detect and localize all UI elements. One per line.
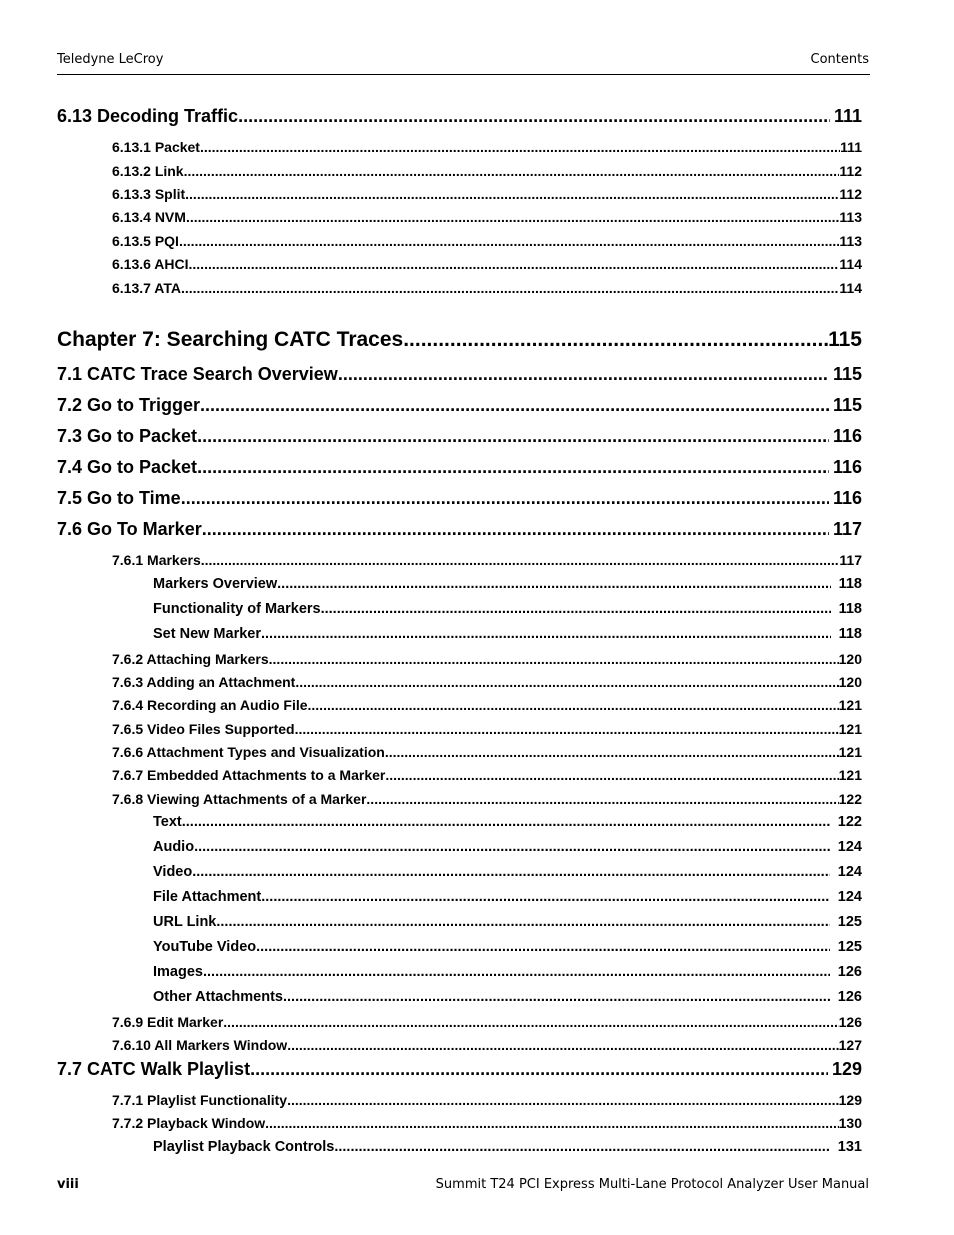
toc-entry-label: 7.2 Go to Trigger	[57, 395, 201, 415]
dot-leader	[223, 1014, 838, 1030]
toc-entry-label: Functionality of Markers	[153, 601, 321, 617]
toc-entry[interactable]	[153, 576, 862, 592]
toc-entry-page: 115	[832, 364, 862, 384]
toc-entry-label: 7.5 Go to Time	[57, 488, 181, 508]
dot-leader	[250, 1059, 828, 1080]
dot-leader	[403, 328, 828, 352]
toc-entry[interactable]	[153, 889, 862, 905]
dot-leader	[265, 1115, 838, 1131]
toc-entry-label: 7.7 CATC Walk Playlist	[57, 1059, 251, 1079]
toc-entry-label: Other Attachments	[153, 989, 283, 1005]
toc-entry[interactable]	[112, 651, 862, 667]
toc-entry-label: Markers Overview	[153, 576, 278, 592]
toc-entry-label: 7.6 Go To Marker	[57, 519, 202, 539]
dot-leader	[308, 697, 839, 713]
toc-entry[interactable]	[112, 744, 862, 760]
dot-leader	[238, 106, 830, 127]
dot-leader	[186, 209, 839, 225]
dot-leader	[334, 1139, 829, 1155]
dot-leader	[261, 626, 831, 642]
toc-entry-label: Playlist Playback Controls	[153, 1139, 335, 1155]
toc-entry-page: 117	[839, 552, 862, 568]
toc-entry-label: 7.6.3 Adding an Attachment	[112, 674, 296, 690]
toc-entry-page: 116	[832, 426, 862, 446]
dot-leader	[385, 767, 838, 783]
toc-entry[interactable]	[153, 964, 862, 980]
dot-leader	[283, 989, 830, 1005]
dot-leader	[200, 139, 840, 155]
page-number: viii	[57, 1177, 79, 1192]
toc-entry[interactable]	[57, 426, 862, 447]
toc-entry[interactable]	[153, 814, 862, 830]
toc-entry-label: 7.3 Go to Packet	[57, 426, 198, 446]
toc-entry-page: 121	[838, 744, 862, 760]
toc-entry-label: Video	[153, 864, 193, 880]
dot-leader	[184, 163, 840, 179]
toc-entry-label: 6.13.2 Link	[112, 163, 184, 179]
toc-entry[interactable]	[112, 674, 862, 690]
toc-entry-page: 121	[838, 721, 862, 737]
toc-entry-page: 115	[828, 328, 862, 351]
toc-entry[interactable]	[57, 364, 862, 385]
toc-entry[interactable]	[57, 488, 862, 509]
dot-leader	[295, 674, 838, 690]
toc-entry[interactable]	[112, 1115, 862, 1131]
dot-leader	[181, 488, 829, 509]
dot-leader	[197, 426, 829, 447]
dot-leader	[200, 395, 829, 416]
toc-entry[interactable]	[112, 1037, 862, 1053]
dot-leader	[197, 457, 829, 478]
toc-entry-label: 6.13.6 AHCI	[112, 256, 189, 272]
toc-entry-page: 111	[833, 106, 862, 126]
toc-entry-page: 118	[838, 601, 862, 617]
toc-entry[interactable]	[112, 186, 862, 202]
toc-entry-label: 7.6.4 Recording an Audio File	[112, 697, 308, 713]
dot-leader	[261, 889, 830, 905]
dot-leader	[277, 576, 830, 592]
toc-entry-page: 118	[838, 576, 862, 592]
toc-entry-label: 6.13.1 Packet	[112, 139, 200, 155]
toc-entry[interactable]	[112, 552, 862, 568]
running-footer-title: Summit T24 PCI Express Multi-Lane Protocol Analyzer User Manual	[435, 1177, 869, 1192]
toc-entry-label: Text	[153, 814, 182, 830]
toc-entry-label: File Attachment	[153, 889, 262, 905]
toc-entry[interactable]	[112, 280, 862, 296]
toc-entry[interactable]	[57, 457, 862, 478]
toc-entry-page: 114	[839, 280, 862, 296]
toc-entry[interactable]	[112, 163, 862, 179]
toc-entry-label: 7.6.8 Viewing Attachments of a Marker	[112, 791, 367, 807]
toc-entry-label: 7.6.2 Attaching Markers	[112, 651, 269, 667]
dot-leader	[181, 280, 839, 296]
toc-entry-page: 126	[837, 989, 862, 1005]
toc-entry-label: 7.6.5 Video Files Supported	[112, 721, 295, 737]
dot-leader	[194, 839, 830, 855]
toc-entry-label: Audio	[153, 839, 195, 855]
toc-entry-page: 120	[838, 674, 862, 690]
toc-entry[interactable]	[112, 1014, 862, 1030]
toc-entry-label: 6.13.7 ATA	[112, 280, 181, 296]
toc-entry-page: 116	[832, 488, 862, 508]
toc-entry[interactable]	[153, 989, 862, 1005]
toc-entry-page: 120	[838, 651, 862, 667]
dot-leader	[189, 256, 840, 272]
dot-leader	[192, 864, 830, 880]
toc-chapter-entry[interactable]	[57, 328, 862, 352]
toc-entry[interactable]	[153, 1139, 862, 1155]
toc-entry-page: 112	[839, 186, 862, 202]
dot-leader	[366, 791, 838, 807]
running-header-right: Contents	[810, 52, 869, 67]
toc-entry[interactable]	[112, 721, 862, 737]
dot-leader	[179, 233, 839, 249]
dot-leader	[201, 552, 840, 568]
toc-entry-page: 115	[832, 395, 862, 415]
toc-entry-label: Images	[153, 964, 203, 980]
toc-entry-label: 6.13.3 Split	[112, 186, 186, 202]
toc-entry-page: 113	[839, 233, 862, 249]
toc-entry-page: 125	[837, 914, 862, 930]
dot-leader	[182, 814, 830, 830]
toc-entry[interactable]	[153, 626, 862, 642]
toc-entry-label: URL Link	[153, 914, 217, 930]
toc-entry[interactable]	[112, 767, 862, 783]
toc-entry-label: 6.13.5 PQI	[112, 233, 179, 249]
dot-leader	[256, 939, 830, 955]
toc-entry-label: 6.13 Decoding Traffic	[57, 106, 239, 126]
toc-entry-page: 129	[838, 1092, 862, 1108]
toc-entry-page: 122	[837, 814, 862, 830]
toc-entry-page: 124	[837, 839, 862, 855]
toc-entry-page: 127	[838, 1037, 862, 1053]
toc-entry-label: Set New Marker	[153, 626, 261, 642]
toc-entry-page: 114	[839, 256, 862, 272]
toc-entry-page: 118	[838, 626, 862, 642]
dot-leader	[185, 186, 839, 202]
toc-entry[interactable]	[57, 106, 862, 127]
toc-entry[interactable]	[153, 864, 862, 880]
toc-entry-page: 131	[837, 1139, 862, 1155]
dot-leader	[216, 914, 829, 930]
toc-entry-label: 7.6.1 Markers	[112, 552, 201, 568]
toc-entry-page: 122	[838, 791, 862, 807]
header-rule	[57, 74, 870, 75]
dot-leader	[203, 964, 830, 980]
toc-entry[interactable]	[112, 697, 862, 713]
toc-entry-page: 111	[840, 139, 862, 155]
toc-entry-page: 116	[832, 457, 862, 477]
running-header-left: Teledyne LeCroy	[57, 52, 164, 67]
toc-entry[interactable]	[57, 1059, 862, 1080]
toc-entry[interactable]	[112, 139, 862, 155]
toc-entry[interactable]	[112, 256, 862, 272]
toc-entry-label: 7.6.10 All Markers Window	[112, 1037, 288, 1053]
toc-entry-page: 121	[838, 767, 862, 783]
toc-entry[interactable]	[153, 914, 862, 930]
toc-entry[interactable]	[112, 1092, 862, 1108]
toc-entry-label: 7.6.6 Attachment Types and Visualization	[112, 744, 385, 760]
toc-entry-page: 126	[838, 1014, 862, 1030]
toc-entry-label: 7.7.2 Playback Window	[112, 1115, 266, 1131]
toc-entry-label: 7.6.7 Embedded Attachments to a Marker	[112, 767, 386, 783]
toc-entry-page: 126	[837, 964, 862, 980]
toc-entry-label: 6.13.4 NVM	[112, 209, 186, 225]
toc-entry-page: 112	[839, 163, 862, 179]
dot-leader	[338, 364, 829, 385]
toc-entry-label: 7.4 Go to Packet	[57, 457, 198, 477]
dot-leader	[202, 519, 829, 540]
toc-entry[interactable]	[57, 395, 862, 416]
toc-entry-page: 124	[837, 864, 862, 880]
toc-entry[interactable]	[153, 601, 862, 617]
toc-entry-page: 117	[832, 519, 862, 539]
dot-leader	[385, 744, 839, 760]
toc-entry[interactable]	[57, 519, 862, 540]
dot-leader	[269, 651, 839, 667]
toc-entry[interactable]	[153, 939, 862, 955]
toc-entry[interactable]	[112, 791, 862, 807]
toc-entry-page: 113	[839, 209, 862, 225]
toc-entry-page: 130	[838, 1115, 862, 1131]
toc-entry-label: 7.7.1 Playlist Functionality	[112, 1092, 288, 1108]
toc-entry[interactable]	[153, 839, 862, 855]
toc-entry-label: 7.1 CATC Trace Search Overview	[57, 364, 338, 384]
toc-entry-label: YouTube Video	[153, 939, 257, 955]
toc-entry-label: 7.6.9 Edit Marker	[112, 1014, 224, 1030]
toc-entry[interactable]	[112, 209, 862, 225]
toc-entry-page: 129	[831, 1059, 862, 1079]
dot-leader	[287, 1092, 839, 1108]
dot-leader	[295, 721, 839, 737]
toc-entry-label: Chapter 7: Searching CATC Traces	[57, 328, 404, 351]
toc-entry-page: 125	[837, 939, 862, 955]
toc-entry[interactable]	[112, 233, 862, 249]
toc-entry-page: 121	[838, 697, 862, 713]
dot-leader	[321, 601, 831, 617]
dot-leader	[287, 1037, 838, 1053]
toc-entry-page: 124	[837, 889, 862, 905]
